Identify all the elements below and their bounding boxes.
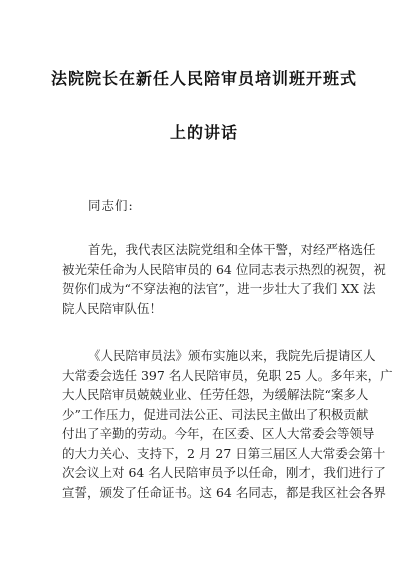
title-line-2: 上的讲话 bbox=[169, 123, 238, 142]
title-line-1: 法院院长在新任人民陪审员培训班开班式 bbox=[50, 69, 357, 88]
paragraph-line: 大人民陪审员兢兢业业、任劳任怨，为缓解法院“案多人 bbox=[62, 387, 369, 402]
paragraph-line: 付出了辛勤的劳动。今年，在区委、区人大常委会等领导 bbox=[62, 426, 375, 441]
paragraph-line: 贺你们成为“不穿法袍的法官”，进一步壮大了我们 XX 法 bbox=[62, 281, 376, 296]
paragraph-line: 院人民陪审队伍！ bbox=[62, 300, 163, 316]
paragraph-line: 大常委会选任 397 名人民陪审员，免职 25 人。多年来，广 bbox=[62, 367, 393, 383]
paragraph-line: 首先，我代表区法院党组和全体干警，对经严格选任 bbox=[88, 242, 376, 257]
paragraph-line: 《人民陪审员法》颁布实施以来，我院先后提请区人 bbox=[88, 348, 376, 363]
paragraph-line: 次会议上对 64 名人民陪审员予以任命，刚才，我们进行了 bbox=[62, 465, 386, 480]
paragraph-line: 的大力关心、支持下，2 月 27 日第三届区人大常委会第十 bbox=[62, 445, 386, 461]
paragraph-line: 宣誓，颁发了任命证书。这 64 名同志，都是我区社会各界 bbox=[62, 484, 386, 500]
paragraph-line: 被光荣任命为人民陪审员的 64 位同志表示热烈的祝贺，祝 bbox=[62, 261, 386, 277]
paragraph-line: 少”工作压力，促进司法公正、司法民主做出了积极贡献 bbox=[62, 406, 369, 422]
paragraph-1 bbox=[62, 240, 386, 318]
paragraph-2 bbox=[62, 346, 393, 502]
salutation: 同志们: bbox=[88, 198, 134, 213]
